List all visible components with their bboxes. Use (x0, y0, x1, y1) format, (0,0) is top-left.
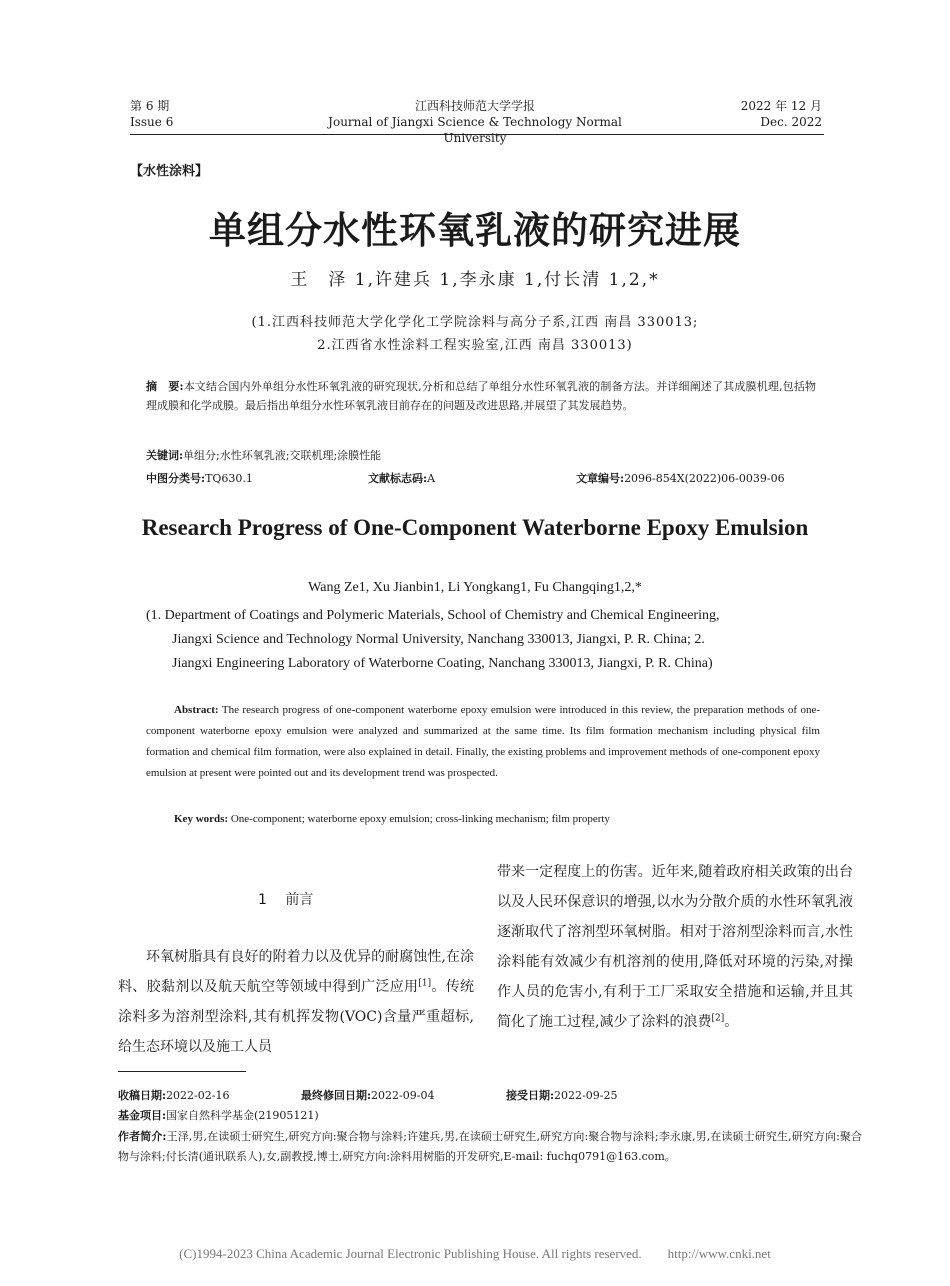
journal-en: Journal of Jiangxi Science & Technology Normal University (328, 115, 622, 145)
clc-number: 中图分类号:TQ630.1 (146, 472, 253, 485)
issue-cn: 第 6 期 (130, 99, 170, 113)
footnote-author-bio: 作者简介:王泽,男,在读硕士研究生,研究方向:聚合物与涂料;许建兵,男,在读硕士研究生,研究方向:聚合物与涂料;李永康,男,在读硕士研究生,研究方向:聚合物与涂料;付长清(通讯联系人),女,副教授,博士,研究方向:涂料用树脂的开发研究,E-mail: fuchq0791@163.com。 (118, 1130, 862, 1163)
publication-date (741, 98, 822, 130)
title-en-text: Research Progress of One-Component Waterborne Epoxy Emulsion (141, 515, 809, 540)
footnote-fund: 基金项目:国家自然科学基金(21905121) (118, 1109, 319, 1122)
section-heading (258, 889, 313, 909)
keywords-en-text: One-component; waterborne epoxy emulsion; cross-linking mechanism; film property (230, 813, 610, 825)
abstract-en (146, 700, 820, 784)
keywords-cn-label: 关键词: (146, 449, 184, 462)
issue-label (130, 98, 173, 130)
keywords-cn-text: 单组分;水性环氧乳液;交联机理;涂膜性能 (183, 449, 382, 462)
header-divider (130, 134, 824, 135)
column-tag: 【水性涂料】 (130, 164, 209, 179)
issue-en: Issue 6 (130, 115, 174, 129)
affiliation-cn-2: 2.江西省水性涂料工程实验室,江西 南昌 330013) (317, 338, 633, 353)
title-en (0, 512, 950, 544)
body-paragraph: 带来一定程度上的伤害。近年来,随着政府相关政策的出台以及人民环保意识的增强,以水为分散介质的水性环氧乳液逐渐取代了溶剂型环氧树脂。相对于溶剂型涂料而言,水性涂料能有效减少有机溶剂的使用,降低对环境的污染,对操作人员的危害小,有利于工厂采取安全措施和运输,并且其简化了施工过程,减少了涂料的浪费[2]。 (497, 864, 853, 1030)
citation-1[interactable]: [1] (418, 978, 432, 989)
keywords-en (174, 813, 610, 825)
authors-en: Wang Ze1, Xu Jianbin1, Li Yongkang1, Fu Changqing1,2,* (308, 580, 642, 595)
abstract-cn (146, 377, 816, 415)
journal-name (300, 98, 650, 146)
copyright-watermark: (C)1994-2023 China Academic Journal Electronic Publishing House. All rights reserved. http://www.cnki.net (179, 1246, 771, 1261)
journal-cn: 江西科技师范大学学报 (414, 99, 535, 113)
affiliation-cn-1: (1.江西科技师范大学化学化工学院涂料与高分子系,江西 南昌 330013; (251, 315, 699, 330)
date-cn: 2022 年 12 月 (740, 99, 822, 113)
body-paragraph: 环氧树脂具有良好的附着力以及优异的耐腐蚀性,在涂料、胶黏剂以及航天航空等领域中得到广泛应用[1]。传统涂料多为溶剂型涂料,其有机挥发物(VOC)含量严重超标,给生态环境以及施工人员 (118, 949, 474, 1055)
footnote-divider (118, 1071, 246, 1072)
body-column-right (497, 857, 853, 1037)
abstract-en-text: The research progress of one-component waterborne epoxy emulsion were introduced in this review, the preparation methods of one-component waterborne epoxy emulsion were analyzed and summarized at the same time. Its film formation mechanism including physical film formation and chemical film formation, were also explained in detail. Finally, the existing problems and improvement methods of one-component epoxy emulsion at present were pointed out and its development trend was prospected. (146, 704, 820, 779)
body-column-left (118, 942, 474, 1062)
date-en: Dec. 2022 (760, 115, 822, 129)
abstract-cn-text: 本文结合国内外单组分水性环氧乳液的研究现状,分析和总结了单组分水性环氧乳液的制备方法。并详细阐述了其成膜机理,包括物理成膜和化学成膜。最后指出单组分水性环氧乳液目前存在的问题及改进思路,并展望了其发展趋势。 (146, 380, 817, 412)
section-number: 1 (258, 892, 267, 908)
abstract-en-label: Abstract: (174, 704, 219, 716)
citation-2[interactable]: [2] (711, 1013, 725, 1024)
affiliation-en-1: (1. Department of Coatings and Polymeric Materials, School of Chemistry and Chemical Engineering, (146, 608, 720, 623)
article-number: 文章编号:2096-854X(2022)06-0039-06 (576, 472, 785, 485)
keywords-cn (146, 447, 381, 463)
affiliation-en-3: Jiangxi Engineering Laboratory of Waterborne Coating, Nanchang 330013, Jiangxi, P. R. China) (172, 656, 713, 671)
document-code: 文献标志码:A (368, 472, 436, 485)
abstract-cn-label: 摘 要: (146, 380, 184, 393)
title-cn: 单组分水性环氧乳液的研究进展 (209, 208, 741, 252)
keywords-en-label: Key words: (174, 813, 229, 825)
section-title: 前言 (285, 892, 314, 908)
authors-cn: 王 泽 1,许建兵 1,李永康 1,付长清 1,2,* (290, 270, 660, 290)
affiliation-en-2: Jiangxi Science and Technology Normal University, Nanchang 330013, Jiangxi, P. R. China; 2. (172, 632, 705, 647)
footnote-dates: 收稿日期:2022-02-16 最终修回日期:2022-09-04 接受日期:2022-09-25 (118, 1089, 618, 1102)
